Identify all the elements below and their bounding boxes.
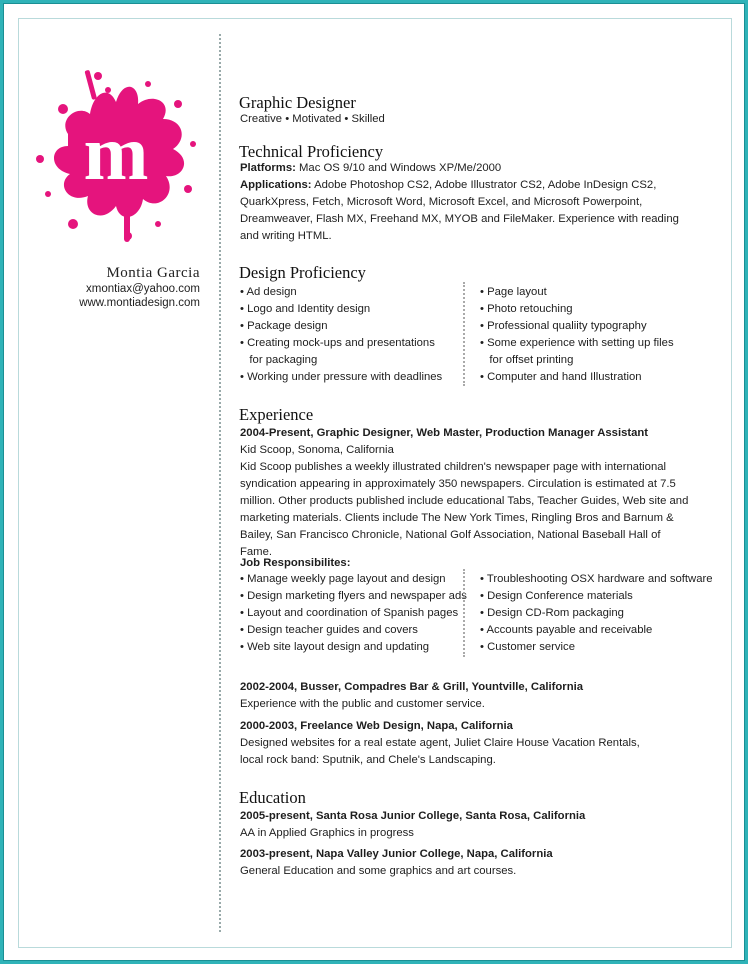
- experience-job3: 2000-2003, Freelance Web Design, Napa, California Designed websites for a real estate agent, Juliet Claire House Vacation Rentals, local rock band: Sputnik, and Chele's Landscaping.: [240, 720, 640, 766]
- list-item: • Accounts payable and receivable: [480, 624, 653, 636]
- experience-heading: Experience: [239, 405, 314, 424]
- list-item: • Customer service: [480, 641, 575, 653]
- list-item: • Troubleshooting OSX hardware and software: [480, 573, 713, 585]
- list-item: • Design CD-Rom packaging: [480, 607, 624, 619]
- list-item: • Manage weekly page layout and design: [240, 573, 446, 585]
- list-item: • Ad design: [240, 286, 297, 298]
- list-item: • Creating mock-ups and presentations: [240, 337, 435, 349]
- contact-website[interactable]: www.montiadesign.com: [79, 297, 200, 309]
- list-item: • Computer and hand Illustration: [480, 371, 642, 383]
- list-item: • Page layout: [480, 286, 547, 298]
- list-item: • Package design: [240, 320, 328, 332]
- divider-line: [219, 34, 221, 932]
- education-heading: Education: [239, 788, 306, 807]
- list-item: • Web site layout design and updating: [240, 641, 430, 653]
- list-item: • Photo retouching: [480, 303, 573, 315]
- list-item: • Working under pressure with deadlines: [240, 371, 443, 383]
- logo-splash: [28, 64, 208, 254]
- list-item: • Some experience with setting up files: [480, 337, 674, 349]
- column-divider: [463, 569, 465, 657]
- education-school2: 2003-present, Napa Valley Junior College, Napa, California General Education and some graphics and art courses.: [240, 848, 553, 877]
- responsibilities-heading: Job Responsibilites:: [240, 557, 351, 569]
- contact-name: Montia Garcia: [106, 265, 200, 281]
- list-item: • Design marketing flyers and newspaper ads: [240, 590, 467, 602]
- design-list-left: [240, 284, 442, 386]
- list-item: • Logo and Identity design: [240, 303, 371, 315]
- list-item: • Layout and coordination of Spanish pages: [240, 607, 459, 619]
- design-heading: Design Proficiency: [239, 263, 366, 282]
- education-school1: 2005-present, Santa Rosa Junior College, Santa Rosa, California AA in Applied Graphics in progress: [240, 810, 586, 839]
- job-title-heading: Graphic Designer: [239, 93, 356, 112]
- list-item: for offset printing: [480, 354, 574, 366]
- experience-job1: 2004-Present, Graphic Designer, Web Master, Production Manager Assistant Kid Scoop, Sonoma, California Kid Scoop publishes a weekly illustrated children's newspaper page with international syndication appearing in approximately 350 newspapers. Circulation is estimated at 7.5 million. Other products published include educational Tabs, Teacher Guides, Web site and marketing materials. Clients include The New York Times, Ringling Bros and Barnum & Bailey, San Francisco Chronicle, National Golf Association, National Baseball Hall of Fame.: [240, 427, 689, 558]
- design-list-right: [480, 284, 674, 386]
- technical-section: Platforms: Mac OS 9/10 and Windows XP/Me/2000 Applications: Adobe Photoshop CS2, Adobe Illustrator CS2, Adobe InDesign CS2, QuarkXpress, Fetch, Microsoft Word, Microsoft Excel, and Microsoft Powerpoint, Dreamweaver, Flash MX, Freehand MX, MYOB and FileMaker. Experience with reading and writing HTML.: [240, 162, 679, 242]
- experience-job2: 2002-2004, Busser, Compadres Bar & Grill, Yountville, California Experience with the public and customer service.: [240, 681, 584, 710]
- resp-list-right: [480, 571, 713, 656]
- column-divider: [463, 282, 465, 386]
- list-item: • Design Conference materials: [480, 590, 633, 602]
- technical-heading: Technical Proficiency: [239, 142, 384, 161]
- contact-email[interactable]: xmontiax@yahoo.com: [86, 283, 200, 295]
- logo-letter: m: [83, 109, 149, 196]
- list-item: • Design teacher guides and covers: [240, 624, 418, 636]
- list-item: • Professional qualiity typography: [480, 320, 647, 332]
- tagline: Creative • Motivated • Skilled: [240, 113, 385, 125]
- list-item: for packaging: [240, 354, 318, 366]
- resp-list-left: [240, 571, 467, 656]
